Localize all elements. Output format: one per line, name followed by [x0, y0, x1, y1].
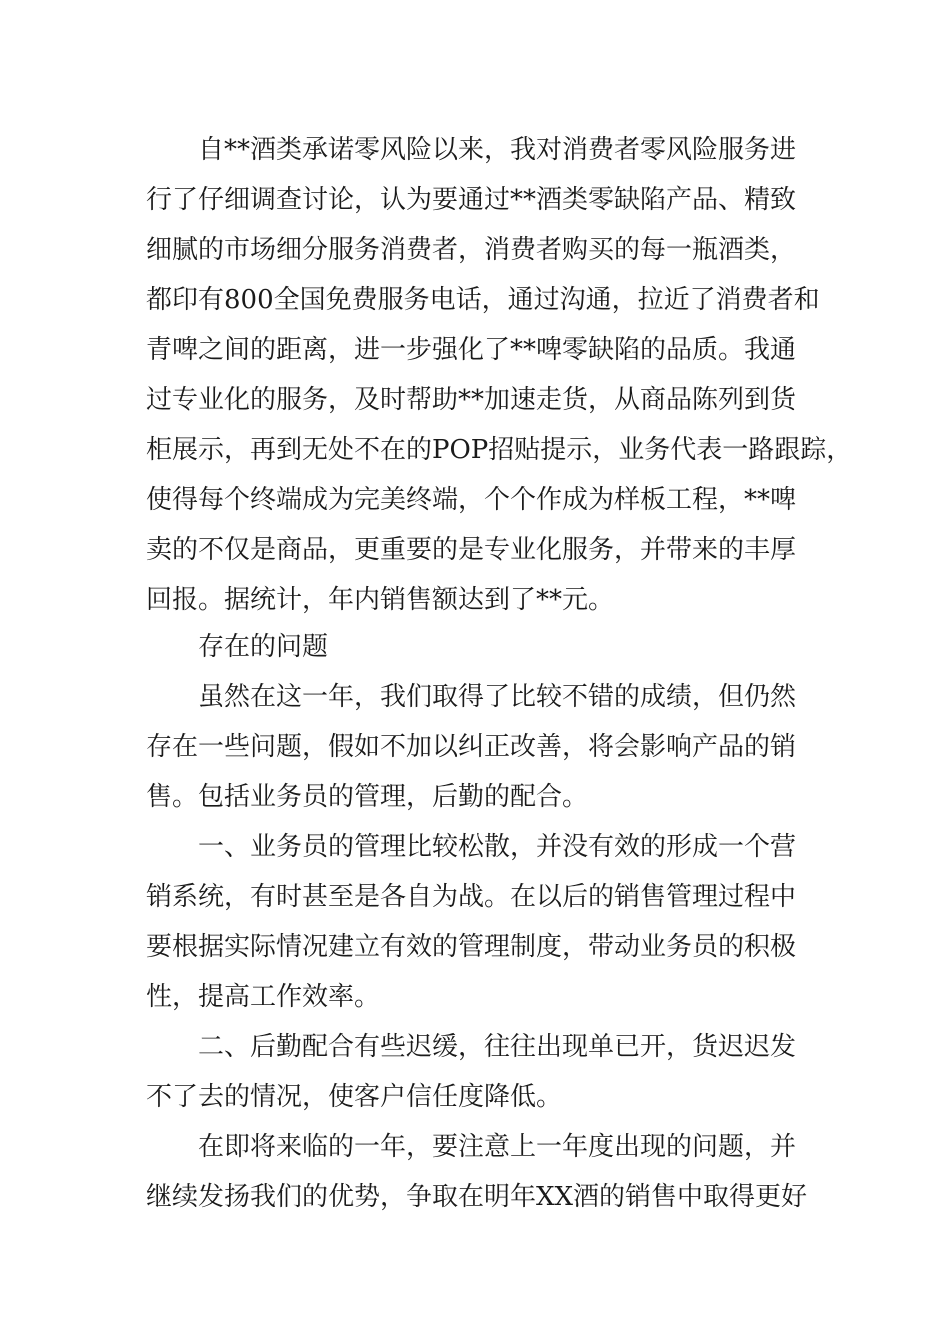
paragraph-1-line-3 — [0, 225, 950, 275]
paragraph-4-line-2 — [0, 1072, 950, 1122]
paragraph-1-line-6 — [0, 375, 950, 425]
text-line: 性，提高工作效率。 — [146, 982, 381, 1012]
paragraph-4-line-1 — [0, 1022, 950, 1072]
text-line: 虽然在这一年，我们取得了比较不错的成绩，但仍然 — [198, 682, 797, 712]
text-line: 使得每个终端成为完美终端，个个作成为样板工程，**啤 — [146, 485, 797, 515]
text-line: 行了仔细调查讨论，认为要通过**酒类零缺陷产品、精致 — [146, 185, 797, 215]
paragraph-3-line-1 — [0, 822, 950, 872]
paragraph-2-line-3 — [0, 772, 950, 822]
paragraph-3-line-3 — [0, 922, 950, 972]
text-line: 继续发扬我们的优势，争取在明年XX酒的销售中取得更好 — [146, 1182, 808, 1212]
text-line: 二、后勤配合有些迟缓，往往出现单已开，货迟迟发 — [198, 1032, 797, 1062]
text-line: 细腻的市场细分服务消费者，消费者购买的每一瓶酒类， — [146, 235, 797, 265]
paragraph-2-line-1 — [0, 672, 950, 722]
paragraph-1-line-1 — [0, 125, 950, 175]
text-line: 在即将来临的一年，要注意上一年度出现的问题，并 — [198, 1132, 797, 1162]
paragraph-1-line-4 — [0, 275, 950, 325]
heading-text: 存在的问题 — [198, 632, 329, 662]
paragraph-2-line-2 — [0, 722, 950, 772]
text-line: 售。包括业务员的管理，后勤的配合。 — [146, 782, 589, 812]
text-line: 存在一些问题，假如不加以纠正改善，将会影响产品的销 — [146, 732, 797, 762]
text-line: 青啤之间的距离，进一步强化了**啤零缺陷的品质。我通 — [146, 335, 797, 365]
paragraph-3-line-2 — [0, 872, 950, 922]
text-line: 柜展示，再到无处不在的POP招贴提示，业务代表一路跟踪， — [146, 435, 853, 465]
paragraph-3-line-4 — [0, 972, 950, 1022]
text-line: 回报。据统计，年内销售额达到了**元。 — [146, 585, 615, 615]
text-line: 过专业化的服务，及时帮助**加速走货，从商品陈列到货 — [146, 385, 797, 415]
text-line: 要根据实际情况建立有效的管理制度，带动业务员的积极 — [146, 932, 797, 962]
paragraph-1-line-8 — [0, 475, 950, 525]
paragraph-1-line-7 — [0, 425, 950, 475]
text-line: 不了去的情况，使客户信任度降低。 — [146, 1082, 563, 1112]
paragraph-5-line-2 — [0, 1172, 950, 1222]
paragraph-1-line-10 — [0, 575, 950, 625]
paragraph-1-line-2 — [0, 175, 950, 225]
text-line: 卖的不仅是商品，更重要的是专业化服务，并带来的丰厚 — [146, 535, 797, 565]
text-line: 销系统，有时甚至是各自为战。在以后的销售管理过程中 — [146, 882, 797, 912]
section-heading — [0, 622, 950, 672]
paragraph-1-line-9 — [0, 525, 950, 575]
paragraph-5-line-1 — [0, 1122, 950, 1172]
text-line: 自**酒类承诺零风险以来，我对消费者零风险服务进 — [198, 135, 797, 165]
text-line: 都印有800全国免费服务电话，通过沟通，拉近了消费者和 — [146, 285, 820, 315]
paragraph-1-line-5 — [0, 325, 950, 375]
text-line: 一、业务员的管理比较松散，并没有效的形成一个营 — [198, 832, 797, 862]
